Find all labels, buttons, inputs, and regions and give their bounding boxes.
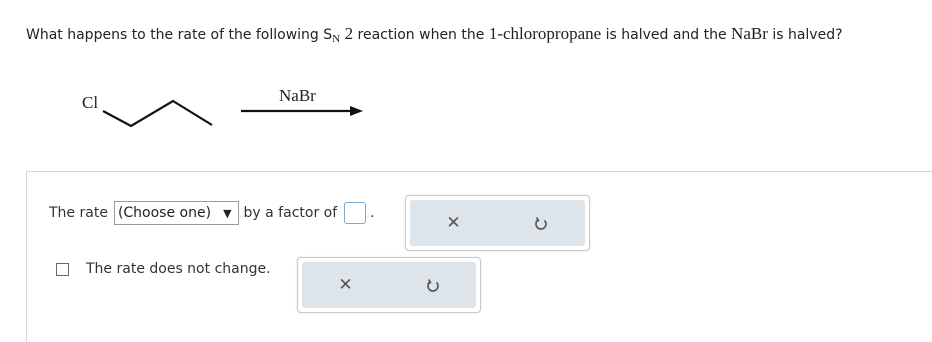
question-subscript: N <box>332 33 341 45</box>
reagent-label: NaBr <box>279 86 316 105</box>
reaction-arrow <box>241 106 363 116</box>
question-prefix: What happens to the rate of the following S <box>26 27 333 43</box>
question-suffix: is halved? <box>767 27 843 43</box>
question-middle2: is halved and the <box>601 27 732 43</box>
undo-button[interactable] <box>389 262 476 308</box>
answer-period: . <box>370 205 375 221</box>
undo-button[interactable] <box>497 200 585 246</box>
rate-prefix-label: The rate <box>49 205 108 221</box>
answer-tools-1 <box>405 195 590 251</box>
caret-down-icon: ▼ <box>223 206 232 220</box>
close-icon: ✕ <box>338 275 353 295</box>
clear-button[interactable] <box>410 200 497 246</box>
reaction-scheme <box>0 0 932 170</box>
no-change-label: The rate does not change. <box>86 261 271 277</box>
factor-input[interactable] <box>344 202 366 224</box>
undo-icon <box>426 278 440 293</box>
undo-icon <box>534 216 548 231</box>
question-sn2-number: 2 <box>344 24 354 43</box>
rate-answer-row <box>49 201 375 225</box>
clear-button[interactable] <box>302 262 389 308</box>
question-middle1: reaction when the <box>353 27 489 43</box>
rate-change-select-value: (Choose one) <box>117 205 212 221</box>
close-icon: ✕ <box>446 213 461 233</box>
no-change-checkbox[interactable] <box>56 263 69 276</box>
answer-tools-1-inner <box>410 200 585 246</box>
rate-change-select[interactable] <box>114 201 239 225</box>
question-reagent2: NaBr <box>731 24 768 43</box>
question-reagent1: 1-chloropropane <box>488 24 602 43</box>
no-change-option[interactable] <box>56 261 271 277</box>
propyl-chain <box>103 101 212 126</box>
factor-label: by a factor of <box>243 205 338 221</box>
answer-tools-2-inner <box>302 262 476 308</box>
chlorine-label: Cl <box>82 93 99 112</box>
answer-tools-2 <box>297 257 481 313</box>
